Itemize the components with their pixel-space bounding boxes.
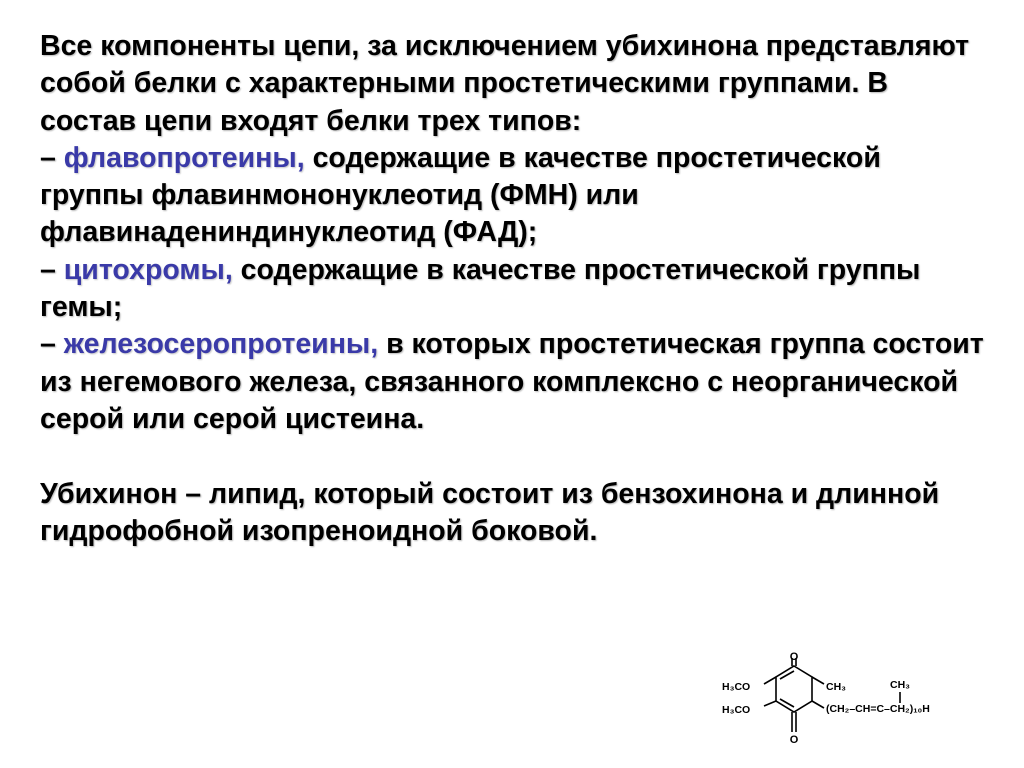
- methoxy-group-upper: H₃CO: [722, 681, 751, 693]
- item-description: содержащие в качестве простетической группы гемы;: [40, 253, 921, 324]
- ubiquinone-paragraph: [40, 476, 990, 551]
- slide-text: [40, 28, 990, 550]
- term-flavoproteins: флавопротеины,: [63, 141, 305, 174]
- methoxy-group-lower: H₃CO: [722, 704, 751, 716]
- carbonyl-oxygen-top: O: [789, 651, 799, 663]
- item-dash: –: [40, 328, 56, 361]
- list-item-cytochromes: [40, 252, 990, 327]
- list-item-iron-sulfur-proteins: [40, 326, 990, 438]
- ubiquinone-text: Убихинон – липид, который состоит из бензохинона и длинной гидрофобной изопреноидной боковой.: [40, 477, 940, 547]
- term-iron-sulfur-proteins: железосеропротеины,: [63, 328, 379, 361]
- list-item-flavoproteins: [40, 140, 990, 252]
- isoprenoid-chain: (CH₂–CH=C–CH₂)₁₀H: [826, 703, 930, 715]
- paragraph-spacer: [40, 438, 990, 475]
- term-cytochromes: цитохромы,: [63, 253, 233, 286]
- benzoquinone-ring: [764, 658, 900, 732]
- item-description: в которых простетическая группа состоит из негемового железа, связанного комплексно с неорганической серой или серой цистеина.: [40, 328, 984, 435]
- carbonyl-oxygen-bottom: O: [789, 734, 799, 746]
- intro-text: Все компоненты цепи, за исключением убихинона представляют собой белки с характерными простетическими группами. В состав цепи входят белки трех типов:: [40, 30, 970, 137]
- ubiquinone-structure-formula: [720, 650, 960, 750]
- intro-paragraph: [40, 28, 990, 140]
- methyl-group-chain: CH₃: [890, 679, 911, 691]
- methyl-group-ring: CH₃: [826, 681, 847, 693]
- item-dash: –: [40, 141, 56, 174]
- item-dash: –: [40, 253, 56, 286]
- item-description: содержащие в качестве простетической группы флавинмононуклеотид (ФМН) или флавинадениндинуклеотид (ФАД);: [40, 141, 881, 249]
